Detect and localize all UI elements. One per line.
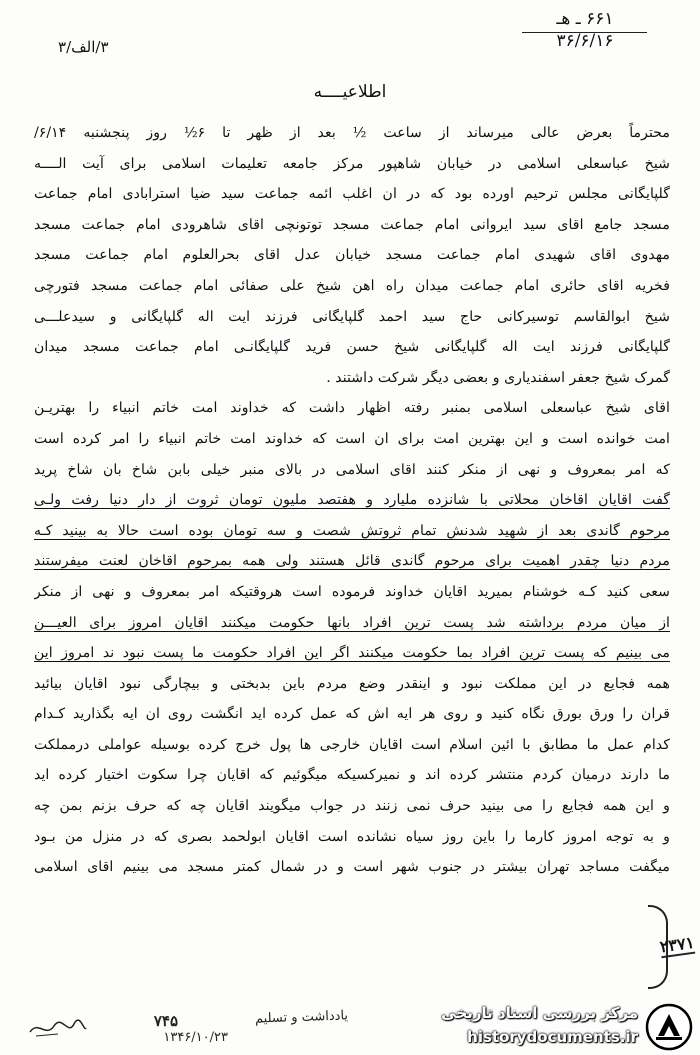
body-line: [34, 852, 670, 883]
body-line-text: فخریه اقای حائری امام جماعت میدان راه اهن شیخ علی صفائی امام جماعت مسجد فتورچی: [34, 277, 670, 294]
footer-handwritten-notes: [28, 1010, 358, 1050]
body-line: [34, 669, 670, 700]
body-line-text: گمرک شیخ جعفر اسفندیاری و بعضی دیگر شرکت داشتند .: [326, 369, 670, 386]
body-line: [34, 210, 670, 241]
body-line: [34, 546, 670, 577]
reference-divider: [522, 32, 647, 33]
side-handwritten-number: ۲۳۷۱: [658, 932, 696, 957]
body-line-text: ما دارند درمیان کردم منتشر کرده اند و نمیرکسیکه میگوئیم که اقایان چرا سکوت اختیار کرده اید: [34, 767, 670, 784]
body-line-text: می بینیم که پست ترین افراد بما حکومت میکنند اگر این افراد حکومت ما پست نبود ند امروز این: [34, 645, 670, 662]
body-line-text: اقای شیخ عباسعلی اسلامی بمنبر رفته اظهار داشت که خداوند امت خاتم انبیاء را بهتریـن: [34, 400, 670, 417]
body-line: [34, 271, 670, 302]
body-line: [34, 577, 670, 608]
archive-logo-icon: [644, 1002, 694, 1052]
body-line: [34, 760, 670, 791]
handwritten-ref-number: ۶۶۱ ـ هـ: [556, 9, 614, 29]
document-body: [34, 118, 670, 883]
body-line: [34, 638, 670, 669]
signature-scribble-icon: [28, 1018, 88, 1040]
body-line-text: گلپایگانی فرزند ایت اله گلپایگانی شیخ حسن فرید گلپایگانـی امام جماعت مسجد میدان: [34, 339, 670, 356]
body-line: [34, 302, 670, 333]
watermark-url: historydocuments.ir: [467, 1028, 638, 1046]
body-line: [34, 179, 670, 210]
footer-note: یادداشت و تسلیم: [254, 1008, 349, 1027]
footer-number: ۷۴۵: [153, 1012, 178, 1030]
body-line-text: از میان مردم برداشته شد پست ترین افراد بانها حکومت میکنند اقایان امروز برای العیـــن: [34, 614, 670, 631]
archive-watermark: [408, 1000, 698, 1052]
handwritten-ref-date: ۳۶/۶/۱۶: [556, 31, 614, 51]
body-line: [34, 822, 670, 853]
body-line: [34, 149, 670, 180]
body-line-text: قران را ورق بورق نگاه کنید و روی هر ایه اش که عمل کرده اید انگشت روی ان ایه بگذارید کـدام: [34, 706, 670, 723]
body-line-text: گفت اقایان اقاخان محلاتی با شانزده ملیارد و هفتصد ملیون تومان ثروت از دار دنیا رفت ولـی: [34, 492, 670, 509]
body-line-text: گلپایگانی مجلس ترحیم اورده بود که در ان اغلب ائمه جماعت سید ضیا استرابادی امام جماعت: [34, 186, 670, 203]
body-line-text: میگفت مساجد تهران بیشتر در جنوب شهر است و در شمال کمتر مسجد می بینیم اقای اسلامی: [34, 859, 670, 876]
body-line: [34, 455, 670, 486]
body-line-text: سعی کنید کـه خوشنام بمیرید اقایان خداوند فرموده است هروقتیکه امر بمعروف و نهی از منکر: [34, 583, 670, 600]
body-line: [34, 699, 670, 730]
body-line-text: مردم دنیا چقدر اهمیت برای مرحوم گاندی قائل هستند ولی همه بمرحوم اقاخان لعنت میفرستند: [34, 553, 670, 570]
document-code: ۳/الف/۳: [58, 38, 109, 56]
body-line-text: شیخ ابوالقاسم توسیرکانی حاج سید احمد گلپایگانی فرزند ایت اله گلپایگانی و سیدعلـــی: [34, 308, 670, 325]
body-line-text: مرحوم گاندی بعد از شهید شدنش تمام ثروتش شصت و سه تومان بوده است حالا به بینید کـه: [34, 522, 670, 539]
watermark-title: مرکز بررسی اسناد تاریخی: [441, 1004, 638, 1022]
body-line: [34, 485, 670, 516]
body-line-text: کدام عمل ما مطابق با ائین اسلام است اقایان خارجی ها پول خرج کرده بوسیله عواملی درمملکت: [34, 736, 670, 753]
body-line-text: که امر بمعروف و نهی از منکر کنند اقای اسلامی در بالای منبر خیلی بابن شاخ بان شاخ پرید: [34, 461, 670, 478]
body-line-text: محترماً بعرض عالی میرساند از ساعت ½ بعد از ظهر تا ۶½ روز پنجشنبه ۶/۱۴/: [34, 125, 670, 141]
body-line: [34, 332, 670, 363]
body-line: [34, 240, 670, 271]
body-line-text: مسجد جامع اقای سید ایروانی امام جماعت مسجد توتونچی اقای شاهرودی امام جماعت مسجد: [34, 216, 670, 233]
body-line: [34, 608, 670, 639]
body-line: [34, 516, 670, 547]
body-line: [34, 118, 670, 149]
body-line-text: و به توجه امروز کارما را باین روز سیاه نشانده است اقایان ابولحمد بصری که در منزل من بـود: [34, 828, 670, 845]
body-line: [34, 363, 670, 394]
handwritten-reference: [520, 8, 650, 52]
body-line-text: همه فجایع در این مملکت نبود و اینقدر وضع مردم باین بدبختی و بیچارگی نبود اقایان بیائید: [34, 675, 670, 692]
document-title: اطلاعیــــه: [313, 82, 387, 102]
footer-date: ۱۳۴۶/۱۰/۲۳: [163, 1030, 228, 1045]
body-line-text: و این همه فجایع را می بینید حرف نمی زنند در جواب میگویند اقایان چه که حرف بزنم بمن چه: [34, 798, 670, 815]
body-line: [34, 730, 670, 761]
body-line-text: مهدوی اقای شهیدی امام جماعت مسجد خیابان عدل اقای بحرالعلوم امام جماعت مسجد: [34, 247, 670, 264]
body-line: [34, 393, 670, 424]
body-line-text: امت خوانده است و این بهترین امت برای ان است که خداوند امت خاتم انبیاء را امر کرده است: [34, 430, 670, 447]
body-line: [34, 791, 670, 822]
body-line-text: شیخ عباسعلی اسلامی در خیابان شاهپور مرکز جامعه تعلیمات اسلامی برای آیت الــــه: [34, 155, 670, 172]
body-line: [34, 424, 670, 455]
